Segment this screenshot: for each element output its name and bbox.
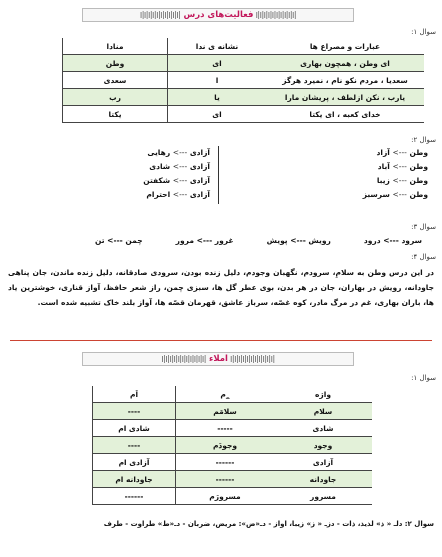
cell-am: ------ (93, 488, 176, 505)
cell-addressee: رب (63, 89, 168, 106)
list-item: وطن ---> زیبا (376, 176, 428, 185)
header-vocative-sign: نشانه ی ندا (168, 38, 267, 55)
cell-sign: ا (168, 72, 267, 89)
cell-am: جاودانه ام (93, 471, 176, 488)
list-item: آزادی ---> شکفتن (143, 176, 210, 185)
decor-left: |׀|׀|׀|׀|׀|׀|׀|׀|׀|׀|׀ (230, 354, 275, 363)
list-item: غرور ---> مرور (175, 236, 234, 245)
question-4-label: سوال ۴: (411, 253, 436, 261)
table-row (93, 488, 373, 505)
section-title: فعالیت‌های درس (183, 10, 254, 20)
q2-right-list (363, 146, 428, 202)
decor-left: |׀|׀|׀|׀|׀|׀|׀|׀|׀|׀ (255, 10, 297, 19)
header-suffix-m: _ِم (176, 386, 275, 403)
cell-addressee: یکتا (63, 106, 168, 123)
section-title-bar (82, 8, 354, 22)
table-row (63, 89, 425, 106)
table-header-row (63, 38, 425, 55)
header-word: واژه (274, 386, 372, 403)
cell-word: مسرور (274, 488, 372, 505)
cell-m: سلامَم (176, 403, 275, 420)
table-row (93, 437, 373, 454)
list-item: چمن ---> تن (95, 236, 143, 245)
list-item: آزادی ---> احترام (146, 190, 210, 199)
list-item: آزادی ---> رهایی (147, 148, 210, 157)
table-row (93, 471, 373, 488)
question-1-label: سوال ۱: (411, 28, 436, 36)
cell-sign: ای (168, 55, 267, 72)
table-row (93, 420, 373, 437)
cell-word: جاودانه (274, 471, 372, 488)
cell-phrase: سعدیا ، مردم نکو نام ، نمیرد هرگز (266, 72, 424, 89)
cell-word: سلام (274, 403, 372, 420)
cell-m: ----- (176, 420, 275, 437)
cell-am: ---- (93, 403, 176, 420)
cell-addressee: وطن (63, 55, 168, 72)
cell-sign: ای (168, 106, 267, 123)
cell-phrase: خدای کعبه ، ای یکتا (266, 106, 424, 123)
q3-rhymes (95, 236, 422, 245)
header-suffix-am: اَم (93, 386, 176, 403)
question-1-label: سوال ۱: (411, 374, 436, 382)
decor-right: |׀|׀|׀|׀|׀|׀|׀|׀|׀|׀|׀ (161, 354, 207, 363)
cell-phrase: یارب ، نکن ازلطف ، پریشان مارا (266, 89, 424, 106)
list-item: وطن ---> آزاد (376, 148, 428, 157)
cell-phrase: ای وطن ، همچون بهاری (266, 55, 424, 72)
dictation-table (92, 386, 372, 505)
cell-sign: یا (168, 89, 267, 106)
section-title-bar (82, 352, 354, 366)
section-title: املاء (209, 354, 228, 364)
cell-am: ---- (93, 437, 176, 454)
cell-m: مسرورَم (176, 488, 275, 505)
table-row (63, 72, 425, 89)
header-addressee: منادا (63, 38, 168, 55)
cell-m: ------ (176, 471, 275, 488)
list-item: آزادی ---> شادی (149, 162, 210, 171)
cell-am: آزادی ام (93, 454, 176, 471)
q2-divider (218, 146, 219, 204)
cell-word: وجود (274, 437, 372, 454)
answer-paragraph: در این درس وطن به سلامِ، سرودم، نگهبان وجودم، دلیل زنده بودن، سرودی صادقانه، دلیل زنده ماندن، جان پناهی جاودانه، رویش در بهاران، جان در هر بدن، بوی عطر گل ها، سبزی چمن، راز شعر حافظ، آواز قناری، خوشترین یاد ها، باران بهاری، غم در مرگ مادر، کوه غصّه، سرباز عاشق، قهرمان قصّه ها، آواز بلند خاک تشبیه شده است. (8, 268, 434, 307)
table-row (93, 403, 373, 420)
cell-m: ------ (176, 454, 275, 471)
q2-left-list (143, 146, 210, 202)
cell-word: آزادی (274, 454, 372, 471)
header-phrases: عبارات و مصراع ها (266, 38, 424, 55)
vocative-table (62, 38, 424, 123)
section-divider (10, 340, 432, 341)
question-2-line: سوال ۲: دلـ « ذ» لذیذ، ذات - دزـ « ز» زیبا، آواز - دـ«ض»: مریض، ضربان - دـ«ط» طراوت - طرف (103, 520, 434, 528)
table-row (63, 55, 425, 72)
list-item: رویش ---> پویش (266, 236, 331, 245)
list-item: وطن ---> سرسبز (362, 190, 428, 199)
list-item: سرود ---> درود (363, 236, 422, 245)
cell-addressee: سعدی (63, 72, 168, 89)
cell-word: شادی (274, 420, 372, 437)
question-3-label: سوال ۳: (411, 223, 436, 231)
table-row (63, 106, 425, 123)
decor-right: |׀|׀|׀|׀|׀|׀|׀|׀|׀|׀ (139, 10, 181, 19)
cell-m: وجودَم (176, 437, 275, 454)
cell-am: شادی ام (93, 420, 176, 437)
question-2-label: سوال ۲: (411, 136, 436, 144)
table-header-row (93, 386, 373, 403)
table-row (93, 454, 373, 471)
list-item: وطن ---> آباد (377, 162, 428, 171)
